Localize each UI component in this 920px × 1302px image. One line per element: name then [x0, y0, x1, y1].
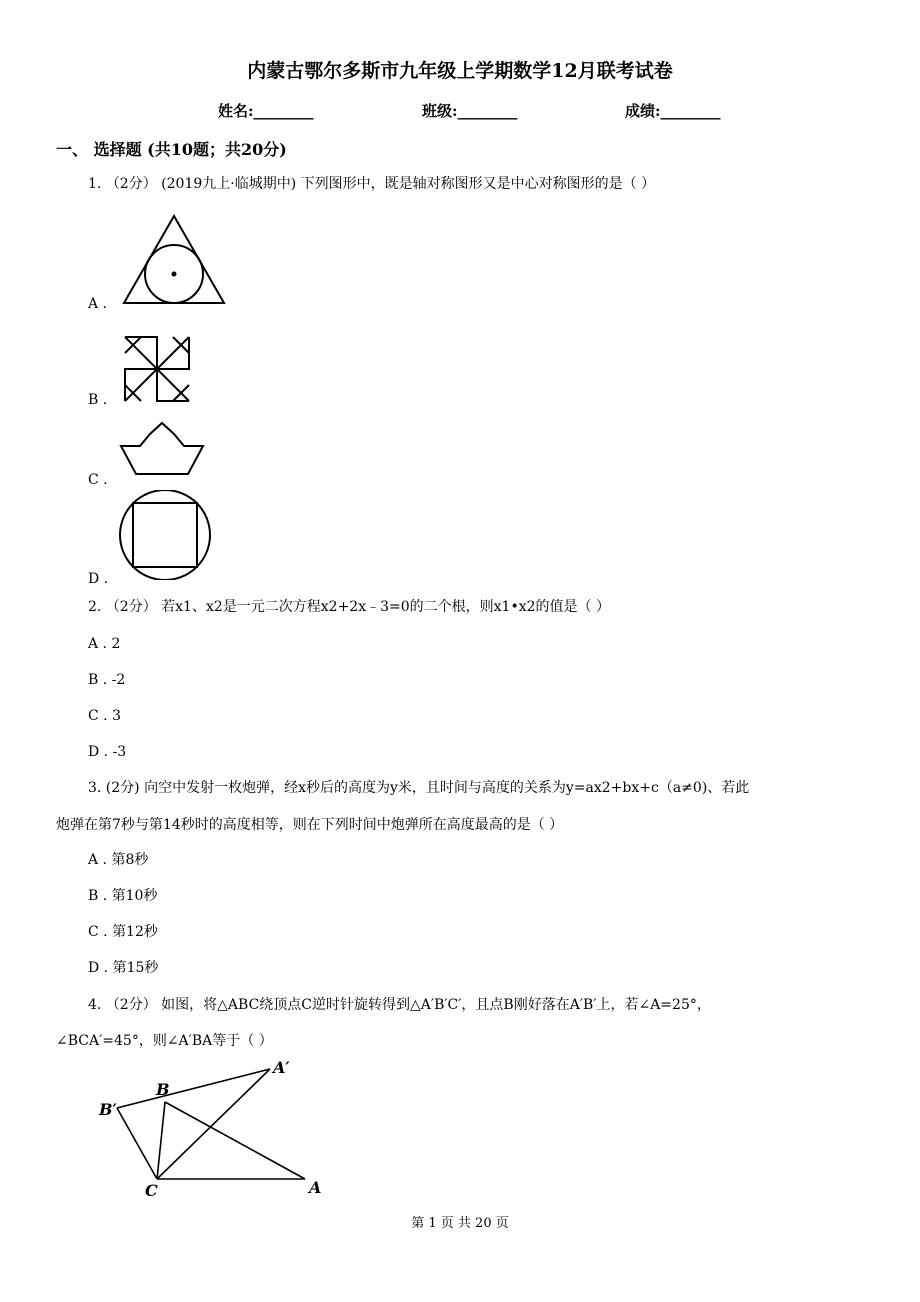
- name-field: 姓名:________: [218, 102, 314, 120]
- class-field: 班级:________: [422, 102, 518, 120]
- page-footer: 第 1 页 共 20 页: [411, 1216, 509, 1231]
- label-b: B: [156, 1080, 170, 1099]
- question-2-text: 2. （2分） 若x1、x2是一元二次方程x2+2x﹣3=0的二个根，则x1•x2的值是（ ）: [88, 599, 610, 615]
- question-2-option-d[interactable]: D . -3: [88, 744, 127, 760]
- question-1-option-d[interactable]: D .: [88, 571, 109, 587]
- triangle-rotation-figure: [95, 1055, 335, 1203]
- question-1-option-b[interactable]: B .: [88, 392, 108, 408]
- question-1-text: 1. （2分） (2019九上·临城期中) 下列图形中，既是轴对称图形又是中心对称图形的是（ ）: [88, 176, 656, 192]
- option-c-figure: [118, 420, 206, 478]
- question-2-option-b[interactable]: B . -2: [88, 672, 126, 688]
- question-4-text-line-1: 4. （2分） 如图，将△ABC绕顶点C逆时针旋转得到△A′B′C′，且点B刚好落在A′B′上，若∠A=25°，: [88, 997, 711, 1013]
- question-3-text-line-1: 3. (2分) 向空中发射一枚炮弹，经x秒后的高度为y米，且时间与高度的关系为y=ax2+bx+c（a≠0)、若此: [88, 780, 750, 796]
- question-3-option-b[interactable]: B . 第10秒: [88, 888, 158, 904]
- label-c: C: [145, 1181, 158, 1200]
- question-2-option-c[interactable]: C . 3: [88, 708, 121, 724]
- option-d-figure: [116, 490, 214, 580]
- question-4-text-line-2: ∠BCA′=45°，则∠A′BA等于（ ）: [56, 1033, 273, 1049]
- label-a-prime: A′: [273, 1058, 290, 1077]
- option-a-figure: [120, 212, 230, 308]
- label-a: A: [309, 1178, 322, 1197]
- question-3-option-c[interactable]: C . 第12秒: [88, 924, 158, 940]
- question-3-option-a[interactable]: A . 第8秒: [88, 852, 149, 868]
- score-field: 成绩:________: [625, 102, 721, 120]
- label-b-prime: B′: [99, 1100, 117, 1119]
- question-2-option-a[interactable]: A . 2: [88, 636, 121, 652]
- option-b-figure: [122, 334, 192, 404]
- question-3-option-d[interactable]: D . 第15秒: [88, 960, 159, 976]
- question-1-option-c[interactable]: C .: [88, 472, 108, 488]
- question-1-option-a[interactable]: A .: [88, 296, 108, 312]
- section-heading: 一、 选择题 (共10题；共20分): [56, 140, 287, 159]
- question-3-text-line-2: 炮弹在第7秒与第14秒时的高度相等，则在下列时间中炮弹所在高度最高的是（ ）: [56, 817, 564, 833]
- page-title: 内蒙古鄂尔多斯市九年级上学期数学12月联考试卷: [247, 60, 673, 82]
